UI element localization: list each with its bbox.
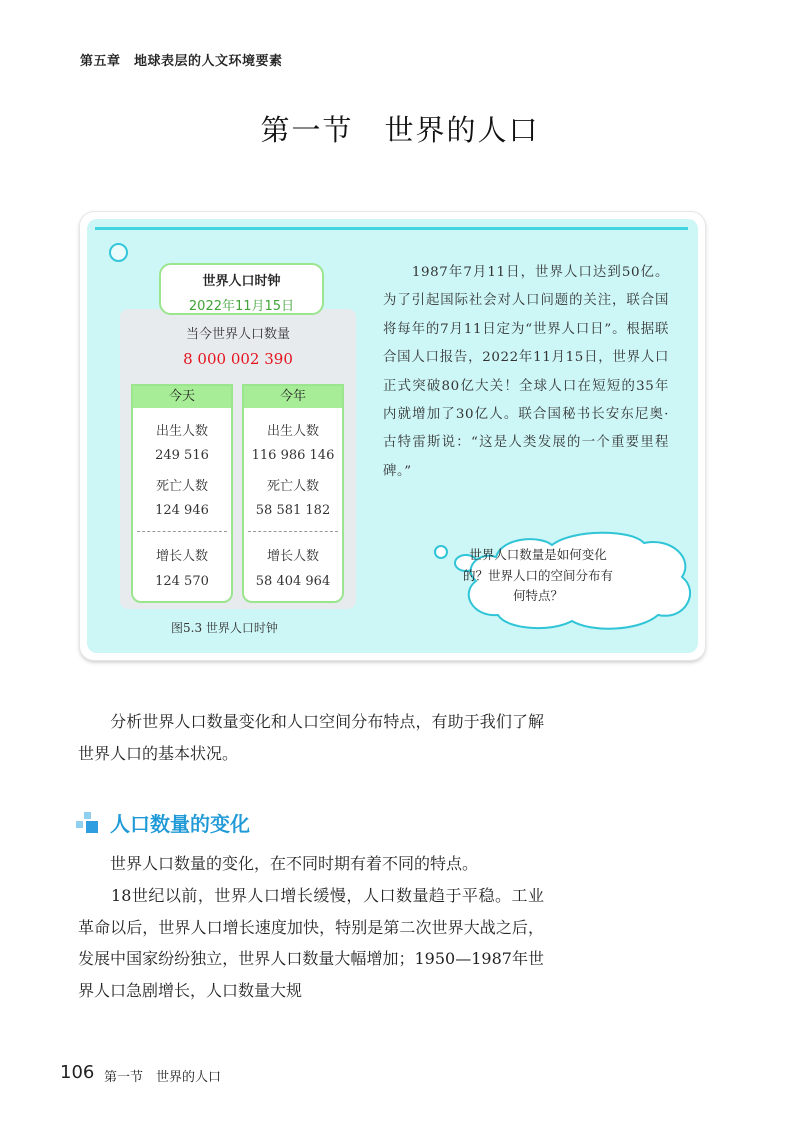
subsection-title: 人口数量的变化 <box>110 812 250 836</box>
clock-title: 世界人口时钟 <box>202 274 281 289</box>
divider <box>248 531 338 532</box>
today-deaths-label: 死亡人数 <box>155 479 208 494</box>
body-paragraph-2a: 世界人口数量的变化，在不同时期有着不同的特点。 <box>78 854 479 873</box>
square-decoration-icon <box>84 812 91 819</box>
intro-paragraph: 1987年7月11日，世界人口达到50亿。为了引起国际社会对人口问题的关注，联合国将每年的7月11日定为“世界人口日”。根据联合国人口报告，2022年11月15日，世界人口正式突破80亿大关！全球人口在短短的35年内就增加了30亿人。联合国秘书长安东尼奥·古特雷斯说：“这是人类发展的一个重要里程碑。” <box>383 265 669 479</box>
footer-section: 第一节 世界的人口 <box>104 1070 222 1085</box>
body-paragraph-1: 分析世界人口数量变化和人口空间分布特点，有助于我们了解世界人口的基本状况。 <box>78 712 544 763</box>
total-population-label: 当今世界人口数量 <box>185 327 290 342</box>
intro-inner-panel <box>87 219 698 653</box>
year-births-label: 出生人数 <box>266 424 319 439</box>
today-growth-label: 增长人数 <box>155 549 208 564</box>
chapter-header: 第五章 地球表层的人文环境要素 <box>80 54 283 69</box>
figure-caption: 图5.3 世界人口时钟 <box>171 621 278 635</box>
today-header: 今天 <box>133 386 231 408</box>
square-decoration-icon <box>86 821 98 833</box>
clock-date: 2022年11月15日 <box>188 299 295 314</box>
year-deaths-value: 58 581 182 <box>255 503 331 518</box>
today-births-value: 249 516 <box>155 448 209 463</box>
square-decoration-icon <box>76 821 83 828</box>
year-births-value: 116 986 146 <box>251 448 335 463</box>
circle-decoration-icon <box>109 243 128 262</box>
year-column <box>242 384 344 603</box>
today-births-label: 出生人数 <box>155 424 208 439</box>
year-deaths-label: 死亡人数 <box>266 479 319 494</box>
year-growth-label: 增长人数 <box>266 549 319 564</box>
year-header: 今年 <box>244 386 342 408</box>
intro-box <box>80 212 705 660</box>
today-growth-value: 124 570 <box>155 574 209 589</box>
today-column <box>131 384 233 603</box>
body-paragraph-2b: 18世纪以前，世界人口增长缓慢，人口数量趋于平稳。工业革命以后，世界人口增长速度加快，特别是第二次世界大战之后，发展中国家纷纷独立，世界人口数量大幅增加；1950—1987年世界人口急剧增长，人口数量大规 <box>78 885 544 1001</box>
year-growth-value: 58 404 964 <box>255 574 331 589</box>
decorative-stripe <box>95 227 688 230</box>
today-deaths-value: 124 946 <box>155 503 209 518</box>
thought-bubble-text: 世界人口数量是如何变化的？世界人口的空间分布有何特点？ <box>463 547 614 603</box>
clock-title-tab <box>159 263 324 315</box>
divider <box>137 531 227 532</box>
section-title: 第一节 世界的人口 <box>260 113 540 147</box>
total-population-value: 8 000 002 390 <box>183 350 293 368</box>
body-paragraph-2 <box>78 848 544 1007</box>
population-clock-panel <box>120 309 356 609</box>
page-number: 106 <box>60 1062 95 1083</box>
